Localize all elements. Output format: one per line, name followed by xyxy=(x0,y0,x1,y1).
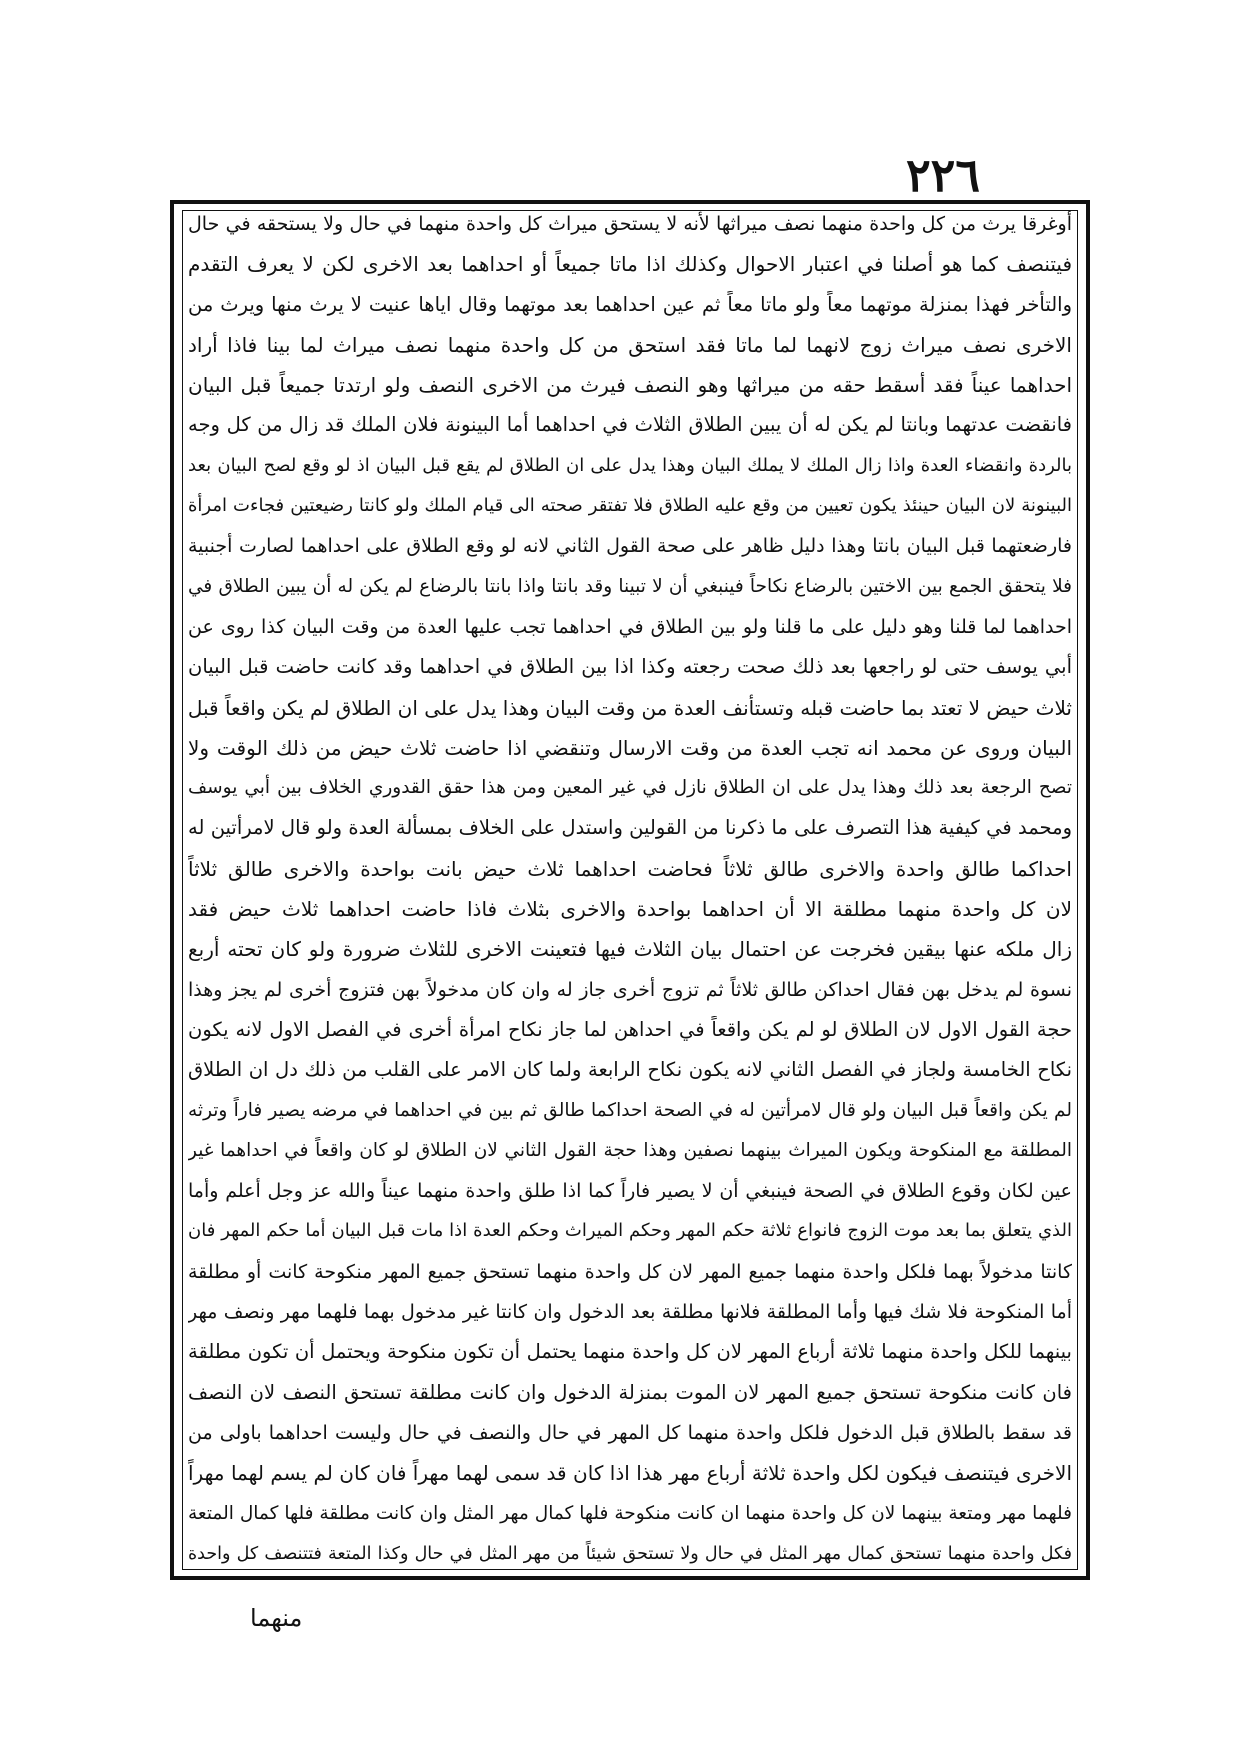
text-line: بالردة وانقضاء العدة واذا زال الملك لا يملك البيان وهذا يدل على ان الطلاق لم يقع قبل البيان اذ لو وقع لصح البيان بعد xyxy=(188,454,1072,476)
text-line: الذي يتعلق بما بعد موت الزوج فانواع ثلاثة حكم المهر وحكم الميراث وحكم العدة اذا مات قبل البيان أما حكم المهر فان xyxy=(188,1220,1072,1242)
text-line: ثلاث حيض لا تعتد بما حاضت قبله وتستأنف العدة من وقت البيان وهذا يدل على ان الطلاق لم يكن واقعاً قبل xyxy=(188,695,1072,720)
text-frame xyxy=(170,200,1090,1580)
text-line: أبي يوسف حتى لو راجعها بعد ذلك صحت رجعته وكذا اذا بين الطلاق في احداهما وقد كانت حاضت قبل البيان xyxy=(188,655,1072,679)
text-line: فيتنصف كما هو أصلنا في اعتبار الاحوال وكذلك اذا ماتا جميعاً أو احداهما بعد الاخرى لكن لا يعرف التقدم xyxy=(188,252,1072,277)
text-line: زال ملكه عنها بيقين فخرجت عن احتمال بيان الثلاث فيها فتعينت الاخرى للثلاث ضرورة ولو كان تحته أربع xyxy=(188,937,1072,962)
text-line: البينونة لان البيان حينئذ يكون تعيين من وقع عليه الطلاق فلا تفتقر صحته الى قيام الملك ولو كانتا رضيعتين فجاءت امرأة xyxy=(188,495,1072,517)
text-line: أما المنكوحة فلا شك فيها وأما المطلقة فلانها مطلقة بعد الدخول وان كانتا غير مدخول بهما فلهما مهر ونصف مهر xyxy=(188,1301,1072,1324)
text-line: أوغرقا يرث من كل واحدة منهما نصف ميراثها لأنه لا يستحق ميراث كل واحدة منهما في حال ولا يستحقه في حال xyxy=(188,213,1072,235)
text-line: الاخرى فيتنصف فيكون لكل واحدة ثلاثة أرباع مهر هذا اذا كان قد سمى لهما مهراً فان كان لم يسم لهما مهراً xyxy=(188,1461,1072,1486)
text-line: والتأخر فهذا بمنزلة موتهما معاً ولو ماتا معاً ثم عين احداهما بعد موتهما وقال اياها عنيت لا يرث منها ويرث من xyxy=(188,292,1072,316)
text-line: فلهما مهر ومتعة بينهما لان كل واحدة منهما ان كانت منكوحة فلها كمال مهر المثل وان كانت مطلقة فلها كمال المتعة xyxy=(188,1502,1072,1524)
body-text xyxy=(188,210,1072,1568)
catchword: منهما xyxy=(250,1604,303,1632)
text-line: قد سقط بالطلاق قبل الدخول فلكل واحدة منهما كل المهر في حال والنصف في حال وليست احداهما باولى من xyxy=(188,1421,1072,1444)
text-line: احداهما لما قلنا وهو دليل على ما قلنا ولو بين الطلاق في احداهما تجب عليها العدة من وقت البيان كذا روى عن xyxy=(188,615,1072,638)
text-line: البيان وروى عن محمد انه تجب العدة من وقت الارسال وتنقضي اذا حاضت ثلاث حيض من ذلك الوقت ولا xyxy=(188,735,1072,760)
text-line: نسوة لم يدخل بهن فقال احداكن طالق ثلاثاً ثم تزوج أخرى جاز له وان كان مدخولاً بهن فتزوج أخرى لم يجز وهذا xyxy=(188,978,1072,1001)
text-line: ومحمد في كيفية هذا التصرف على ما ذكرنا من القولين واستدل على الخلاف بمسألة العدة ولو قال لامرأتين له xyxy=(188,816,1072,840)
text-line: كانتا مدخولاً بهما فلكل واحدة منهما جميع المهر لان كل واحدة منهما تستحق جميع المهر منكوحة كانت أو مطلقة xyxy=(188,1260,1072,1283)
text-line: فكل واحدة منهما تستحق كمال مهر المثل في حال ولا تستحق شيئاً من مهر المثل في حال وكذا المتعة فتتنصف كل واحدة xyxy=(188,1543,1072,1564)
text-line: احداكما طالق واحدة والاخرى طالق ثلاثاً فحاضت احداهما ثلاث حيض بانت بواحدة والاخرى طالق ثلاثاً xyxy=(188,856,1072,881)
text-line: نكاح الخامسة ولجاز في الفصل الثاني لانه يكون نكاح الرابعة ولما كان الامر على القلب من ذلك دل ان الطلاق xyxy=(188,1058,1072,1082)
text-line: تصح الرجعة بعد ذلك وهذا يدل على ان الطلاق نازل في غير المعين ومن هذا حقق القدوري الخلاف بين أبي يوسف xyxy=(188,777,1072,799)
text-line: لان كل واحدة منهما مطلقة الا أن احداهما بواحدة والاخرى بثلاث فاذا حاضت احداهما ثلاث حيض فقد xyxy=(188,897,1072,922)
text-line: بينهما للكل واحدة منهما ثلاثة أرباع المهر لان كل واحدة منهما يحتمل أن تكون منكوحة ويحتمل أن تكون مطلقة xyxy=(188,1340,1072,1364)
text-line: المطلقة مع المنكوحة ويكون الميراث بينهما نصفين وهذا حجة القول الثاني لان الطلاق لو كان واقعاً في احداهما غير xyxy=(188,1139,1072,1161)
text-line: الاخرى نصف ميراث زوج لانهما لما ماتا فقد استحق من كل واحدة منهما نصف ميراث لما بينا فاذا أراد xyxy=(188,332,1072,357)
text-line: فلا يتحقق الجمع بين الاختين بالرضاع نكاحاً فينبغي أن لا تبينا وقد بانتا واذا بانتا بالرضاع لم يكن له أن يبين الطلاق في xyxy=(188,575,1072,597)
text-line: لم يكن واقعاً قبل البيان ولو قال لامرأتين له في الصحة احداكما طالق ثم بين في احداهما في مرضه يصير فاراً وترثه xyxy=(188,1099,1072,1121)
text-line: فانقضت عدتهما وبانتا لم يكن له أن يبين الطلاق الثلاث في احداهما أما البينونة فلان الملك قد زال من كل وجه xyxy=(188,413,1072,437)
text-line: فان كانت منكوحة تستحق جميع المهر لان الموت بمنزلة الدخول وان كانت مطلقة تستحق النصف لان النصف xyxy=(188,1380,1072,1404)
text-line: عين لكان وقوع الطلاق في الصحة فينبغي أن لا يصير فاراً كما اذا طلق واحدة منهما عيناً والله عز وجل أعلم وأما xyxy=(188,1180,1072,1203)
text-line: احداهما عيناً فقد أسقط حقه من ميراثها وهو النصف فيرث من الاخرى النصف ولو ارتدتا جميعاً قبل البيان xyxy=(188,373,1072,398)
page-number: ٢٢٦ xyxy=(905,148,981,202)
text-line: فارضعتهما قبل البيان بانتا وهذا دليل ظاهر على صحة القول الثاني لانه لو وقع الطلاق على احداهما لصارت أجنبية xyxy=(188,535,1072,558)
text-line: حجة القول الاول لان الطلاق لو لم يكن واقعاً في احداهن لما جاز نكاح امرأة أخرى في الفصل الاول لانه يكون xyxy=(188,1017,1072,1041)
